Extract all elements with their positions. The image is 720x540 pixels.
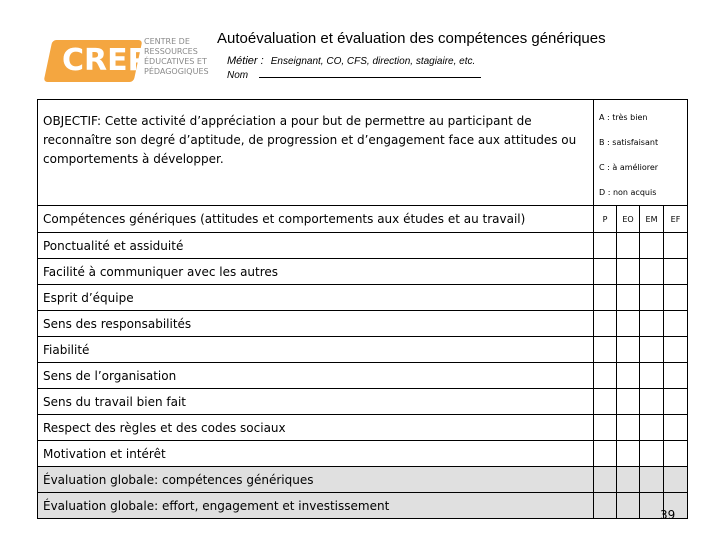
rating-cell-eo[interactable] xyxy=(617,467,640,493)
rating-cell-eo[interactable] xyxy=(617,363,640,389)
legend-d: D : non acquis xyxy=(599,188,657,197)
metier-line xyxy=(227,55,475,67)
table-row xyxy=(38,285,688,311)
legend-c: C : à améliorer xyxy=(599,163,659,172)
table-row xyxy=(38,389,688,415)
competence-label: Évaluation globale: effort, engagement et investissement xyxy=(38,493,594,519)
rating-cell-em[interactable] xyxy=(640,285,664,311)
rating-cell-eo[interactable] xyxy=(617,415,640,441)
rating-cell-eo[interactable] xyxy=(617,259,640,285)
rating-cell-em[interactable] xyxy=(640,389,664,415)
rating-cell-em[interactable] xyxy=(640,233,664,259)
metier-label: Métier : xyxy=(227,55,264,67)
page-number: 39 xyxy=(660,508,676,522)
competence-label: Esprit d’équipe xyxy=(38,285,594,311)
rating-cell-ef[interactable] xyxy=(664,415,688,441)
competence-label: Respect des règles et des codes sociaux xyxy=(38,415,594,441)
logo-line: RESSOURCES xyxy=(144,47,198,56)
rating-cell-em[interactable] xyxy=(640,363,664,389)
table-row xyxy=(38,363,688,389)
rating-cell-p[interactable] xyxy=(594,415,617,441)
rating-cell-ef[interactable] xyxy=(664,441,688,467)
rating-cell-p[interactable] xyxy=(594,363,617,389)
table-row xyxy=(38,493,688,519)
legend-b: B : satisfaisant xyxy=(599,138,659,147)
rating-cell-eo[interactable] xyxy=(617,285,640,311)
competence-label: Évaluation globale: compétences génériques xyxy=(38,467,594,493)
competence-label: Sens de l’organisation xyxy=(38,363,594,389)
rating-cell-ef[interactable] xyxy=(664,259,688,285)
col-header-p: P xyxy=(594,206,617,233)
rating-cell-p[interactable] xyxy=(594,259,617,285)
rating-cell-em[interactable] xyxy=(640,311,664,337)
legend xyxy=(594,100,688,206)
rating-cell-eo[interactable] xyxy=(617,311,640,337)
rating-cell-p[interactable] xyxy=(594,467,617,493)
rating-cell-p[interactable] xyxy=(594,285,617,311)
objective-row xyxy=(38,100,688,206)
rating-cell-p[interactable] xyxy=(594,493,617,519)
logo-word: CREP xyxy=(62,43,150,78)
rating-cell-ef[interactable] xyxy=(664,233,688,259)
competence-label: Motivation et intérêt xyxy=(38,441,594,467)
logo-line: PÉDAGOGIQUES xyxy=(144,67,209,76)
table-row xyxy=(38,233,688,259)
rating-cell-eo[interactable] xyxy=(617,389,640,415)
rating-cell-eo[interactable] xyxy=(617,493,640,519)
col-header-em: EM xyxy=(640,206,664,233)
rating-cell-p[interactable] xyxy=(594,337,617,363)
logo-line: ÉDUCATIVES ET xyxy=(144,57,207,66)
evaluation-grid xyxy=(37,99,688,519)
rating-cell-p[interactable] xyxy=(594,311,617,337)
table-row xyxy=(38,259,688,285)
col-header-ef: EF xyxy=(664,206,688,233)
competence-label: Facilité à communiquer avec les autres xyxy=(38,259,594,285)
page-title: Autoévaluation et évaluation des compétences génériques xyxy=(217,30,606,47)
table-row xyxy=(38,441,688,467)
rating-cell-eo[interactable] xyxy=(617,233,640,259)
rating-cell-em[interactable] xyxy=(640,441,664,467)
rating-cell-ef[interactable] xyxy=(664,311,688,337)
competences-header: Compétences génériques (attitudes et comportements aux études et au travail) xyxy=(38,206,594,233)
rating-cell-eo[interactable] xyxy=(617,337,640,363)
rating-cell-ef[interactable] xyxy=(664,467,688,493)
objective-text: OBJECTIF: Cette activité d’appréciation a pour but de permettre au participant de reconnaître son degré d’aptitude, de progression et d’engagement face aux attitudes ou comportements à développer. xyxy=(38,100,594,206)
rating-cell-p[interactable] xyxy=(594,441,617,467)
metier-value: Enseignant, CO, CFS, direction, stagiaire, etc. xyxy=(270,56,476,67)
rating-cell-ef[interactable] xyxy=(664,285,688,311)
header-row xyxy=(38,206,688,233)
competence-label: Ponctualité et assiduité xyxy=(38,233,594,259)
table-row xyxy=(38,337,688,363)
rating-cell-ef[interactable] xyxy=(664,389,688,415)
competence-label: Sens du travail bien fait xyxy=(38,389,594,415)
logo-line: CENTRE DE xyxy=(144,37,190,46)
table-row xyxy=(38,415,688,441)
rating-cell-ef[interactable] xyxy=(664,363,688,389)
col-header-eo: EO xyxy=(617,206,640,233)
legend-a: A : très bien xyxy=(599,113,648,122)
rating-cell-em[interactable] xyxy=(640,259,664,285)
rating-cell-em[interactable] xyxy=(640,467,664,493)
rating-cell-p[interactable] xyxy=(594,233,617,259)
rating-cell-ef[interactable] xyxy=(664,337,688,363)
rating-cell-eo[interactable] xyxy=(617,441,640,467)
table-row xyxy=(38,311,688,337)
nom-label: Nom xyxy=(227,70,249,81)
crep-logo xyxy=(48,37,209,85)
competence-label: Fiabilité xyxy=(38,337,594,363)
rating-cell-em[interactable] xyxy=(640,337,664,363)
nom-line xyxy=(227,69,481,81)
nom-blank-field[interactable] xyxy=(259,69,481,78)
logo-tagline xyxy=(144,37,209,77)
rating-cell-p[interactable] xyxy=(594,389,617,415)
competence-label: Sens des responsabilités xyxy=(38,311,594,337)
table-row xyxy=(38,467,688,493)
rating-cell-em[interactable] xyxy=(640,415,664,441)
